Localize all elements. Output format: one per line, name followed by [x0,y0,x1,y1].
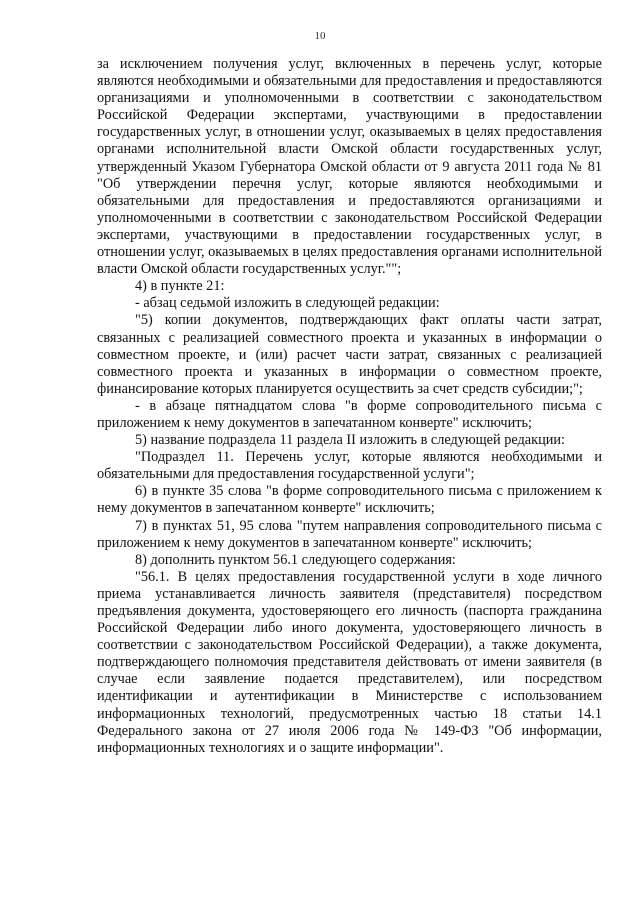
paragraph-quote-5: "5) копии документов, подтверждающих факт оплаты части затрат, связанных с реализацией совместного проекта и указанных в информации о совместном проекте, и (или) расчет части затрат, связанных с реализацией совместного проекта и указанных в информации о совместном проекте, финансирование которых планируется осуществить за счет средств субсидии;"; [97,312,602,397]
paragraph-item-7: 7) в пунктах 51, 95 слова "путем направления сопроводительного письма с приложением к нему документов в запечатанном конверте" исключить; [97,517,602,551]
paragraph-quote-56-1: "56.1. В целях предоставления государственной услуги в ходе личного приема устанавливается личность заявителя (представителя) посредством предъявления документа, удостоверяющего его личность (паспорта гражданина Российской Федерации либо иного документа, удостоверяющего личность в соответствии с законодательством Российской Федерации), а также документа, подтверждающего полномочия представителя действовать от имени заявителя (в случае если заявление подается представителем), или посредством идентификации и аутентификации в Министерстве с использованием информационных технологий, предусмотренных частью 18 статьи 14.1 Федерального закона от 27 июля 2006 года № 149-ФЗ "Об информации, информационных технологиях и о защите информации". [97,568,602,756]
paragraph-item-8: 8) дополнить пунктом 56.1 следующего содержания: [135,551,456,568]
paragraph-subitem-abzac-15: - в абзаце пятнадцатом слова "в форме сопроводительного письма с приложением к нему документов в запечатанном конверте" исключить; [97,397,602,431]
paragraph-item-5: 5) название подраздела 11 раздела II изложить в следующей редакции: [135,432,566,449]
paragraph-subitem-abzac-sedmoy: - абзац седьмой изложить в следующей редакции: [135,295,440,312]
document-body [97,56,602,757]
paragraph-item-4: 4) в пункте 21: [135,278,225,295]
paragraph-quote-subsection-11: "Подраздел 11. Перечень услуг, которые являются необходимыми и обязательными для предоставления государственной услуги"; [97,449,602,483]
page-number: 10 [314,30,326,42]
paragraph-continuation: за исключением получения услуг, включенных в перечень услуг, которые являются необходимыми и обязательными для предоставления и предоставляются организациями и уполномоченными в соответствии с законодательством Российской Федерации экспертами, участвующими в предоставлении государственных услуг, в отношении услуг, оказываемых в целях предоставления органами исполнительной власти Омской области государственных услуг, утвержденный Указом Губернатора Омской области от 9 августа 2011 года № 81 "Об утверждении перечня услуг, которые являются необходимыми и обязательными для предоставления и предоставляются организациями и уполномоченными в соответствии с законодательством Российской Федерации экспертами, участвующими в предоставлении государственных услуг, в отношении услуг, оказываемых в целях предоставления органами исполнительной власти Омской области государственных услуг.""; [97,56,602,278]
paragraph-item-6: 6) в пункте 35 слова "в форме сопроводительного письма с приложением к нему документов в запечатанном конверте" исключить; [97,483,602,517]
